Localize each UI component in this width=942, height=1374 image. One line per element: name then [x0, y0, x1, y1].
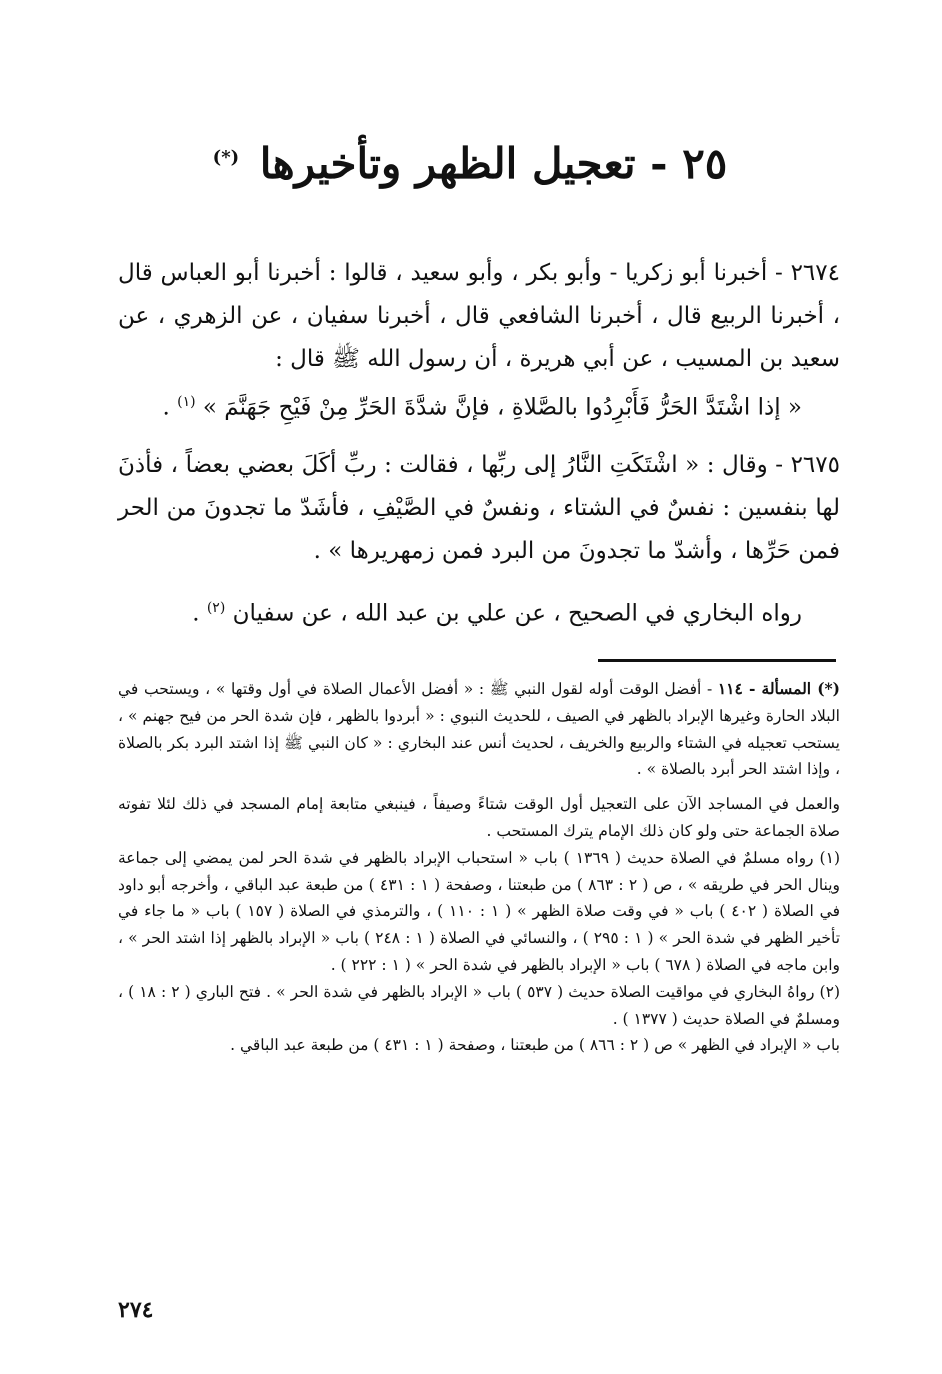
hadith-2674-quote — [118, 381, 840, 430]
footnote-2-continued: باب « الإبراد في الظهر » ص ( ٢ : ٨٦٦ ) من طبعتنا ، وصفحة ( ١ : ٤٣١ ) من طبعة عبد الباقي . — [230, 1036, 840, 1055]
narration-note-text: رواه البخاري في الصحيح ، عن علي بن عبد الله ، عن سفيان — [232, 600, 802, 627]
main-text — [118, 252, 840, 635]
footnotes — [118, 676, 840, 1059]
hadith-2675: ٢٦٧٥ - وقال : « اشْتَكَتِ النَّارُ إلى ربِّها ، فقالت : ربِّ أكَلَ بعضي بعضاً ، فأذنَ لها بنفسين : نفسٌ في الشتاء ، ونفسٌ في الصَّيْفِ ، فأشَدّ ما تجدونَ من الحر فمن حَرِّها ، وأشدّ ما تجدونَ من البرد فمن زمهريرها » . — [118, 451, 840, 564]
footnote-1: (١) رواه مسلمٌ في الصلاة حديث ( ١٣٦٩ ) باب « استحباب الإبراد بالظهر في شدة الحر لمن يمضي إلى جماعة وينال الحر في طريقه » ، ص ( ٢ : ٨٦٣ ) من طبعتنا ، وصفحة ( ١ : ٤٣١ ) من طبعة عبد الباقي ، وأخرجه أبو داود في الصلاة ( ٤٠٢ ) باب « في وقت صلاة الظهر » ( ١ : ١١٠ ) ، والترمذي في الصلاة ( ١٥٧ ) باب « ما جاء في تأخير الظهر في شدة الحر » ( ١ : ٢٩٥ ) ، والنسائي في الصلاة ( ١ : ٢٤٨ ) باب « الإبراد بالظهر إذا اشتد الحر » ، وابن ماجه في الصلاة ( ٦٧٨ ) باب « الإبراد بالظهر في شدة الحر » ( ١ : ٢٢٢ ) . — [118, 848, 841, 974]
page-number: ٢٧٤ — [118, 1297, 154, 1323]
hadith-2674-quote-end: . — [162, 394, 170, 421]
footnote-mas-ala-text: - أفضل الوقت أوله لقول النبي ﷺ : « أفضل الأعمال الصلاة في أول وقتها » ، ويستحب في البلاد الحارة وغيرها الإبراد بالظهر في الصيف ، للحديث النبوي : « أبردوا بالظهر ، فإن شدة الحر من فيح جهنم » ، يستحب تعجيله في الشتاء والربيع والخريف ، لحديث أنس عند البخاري : « كان النبي ﷺ إذا اشتد البرد بكر بالصلاة ، وإذا اشتد الحر أبرد بالصلاة » . — [118, 680, 840, 779]
footnote-mas-ala-label: (*) المسألة - ١١٤ — [717, 679, 840, 698]
hadith-2674: ٢٦٧٤ - أخبرنا أبو زكريا - وأبو بكر ، وأبو سعيد ، قالوا : أخبرنا أبو العباس قال ، أخبرنا الربيع قال ، أخبرنا الشافعي قال ، أخبرنا سفيان ، عن الزهري ، عن سعيد بن المسيب ، عن أبي هريرة ، أن رسول الله ﷺ قال : — [118, 260, 840, 372]
footnote-2: (٢) رواهُ البخاري في مواقيت الصلاة حديث ( ٥٣٧ ) باب « الإبراد بالظهر في شدة الحر » . فتح الباري ( ٢ : ١٨ ) ، ومسلمٌ في الصلاة حديث ( ١٣٧٧ ) . — [118, 982, 840, 1028]
chapter-title-text: ٢٥ - تعجيل الظهر وتأخيرها — [259, 139, 728, 188]
footnote-ref-2: (٢) — [206, 599, 226, 616]
footnote-practice: والعمل في المساجد الآن على التعجيل أول الوقت شتاءً وصيفاً ، فينبغي متابعة إمام المسجد في ذلك لئلا تفوته صلاة الجماعة حتى ولو كان ذلك الإمام يترك المستحب . — [118, 795, 840, 840]
footnote-mas-ala — [118, 676, 840, 783]
narration-note-end: . — [192, 600, 200, 627]
hadith-2674-quote-text: « إذا اشْتَدَّ الحَرُّ فَأَبْرِدُوا بالصَّلاةِ ، فإنَّ شدَّةَ الحَرِّ مِنْ فَيْحِ جَهَنَّمَ » — [202, 394, 802, 421]
footnote-separator — [598, 659, 836, 662]
footnote-ref-1: (١) — [177, 394, 196, 410]
chapter-title — [150, 128, 790, 194]
narration-note — [118, 587, 840, 636]
chapter-title-marker: (*) — [212, 147, 240, 168]
